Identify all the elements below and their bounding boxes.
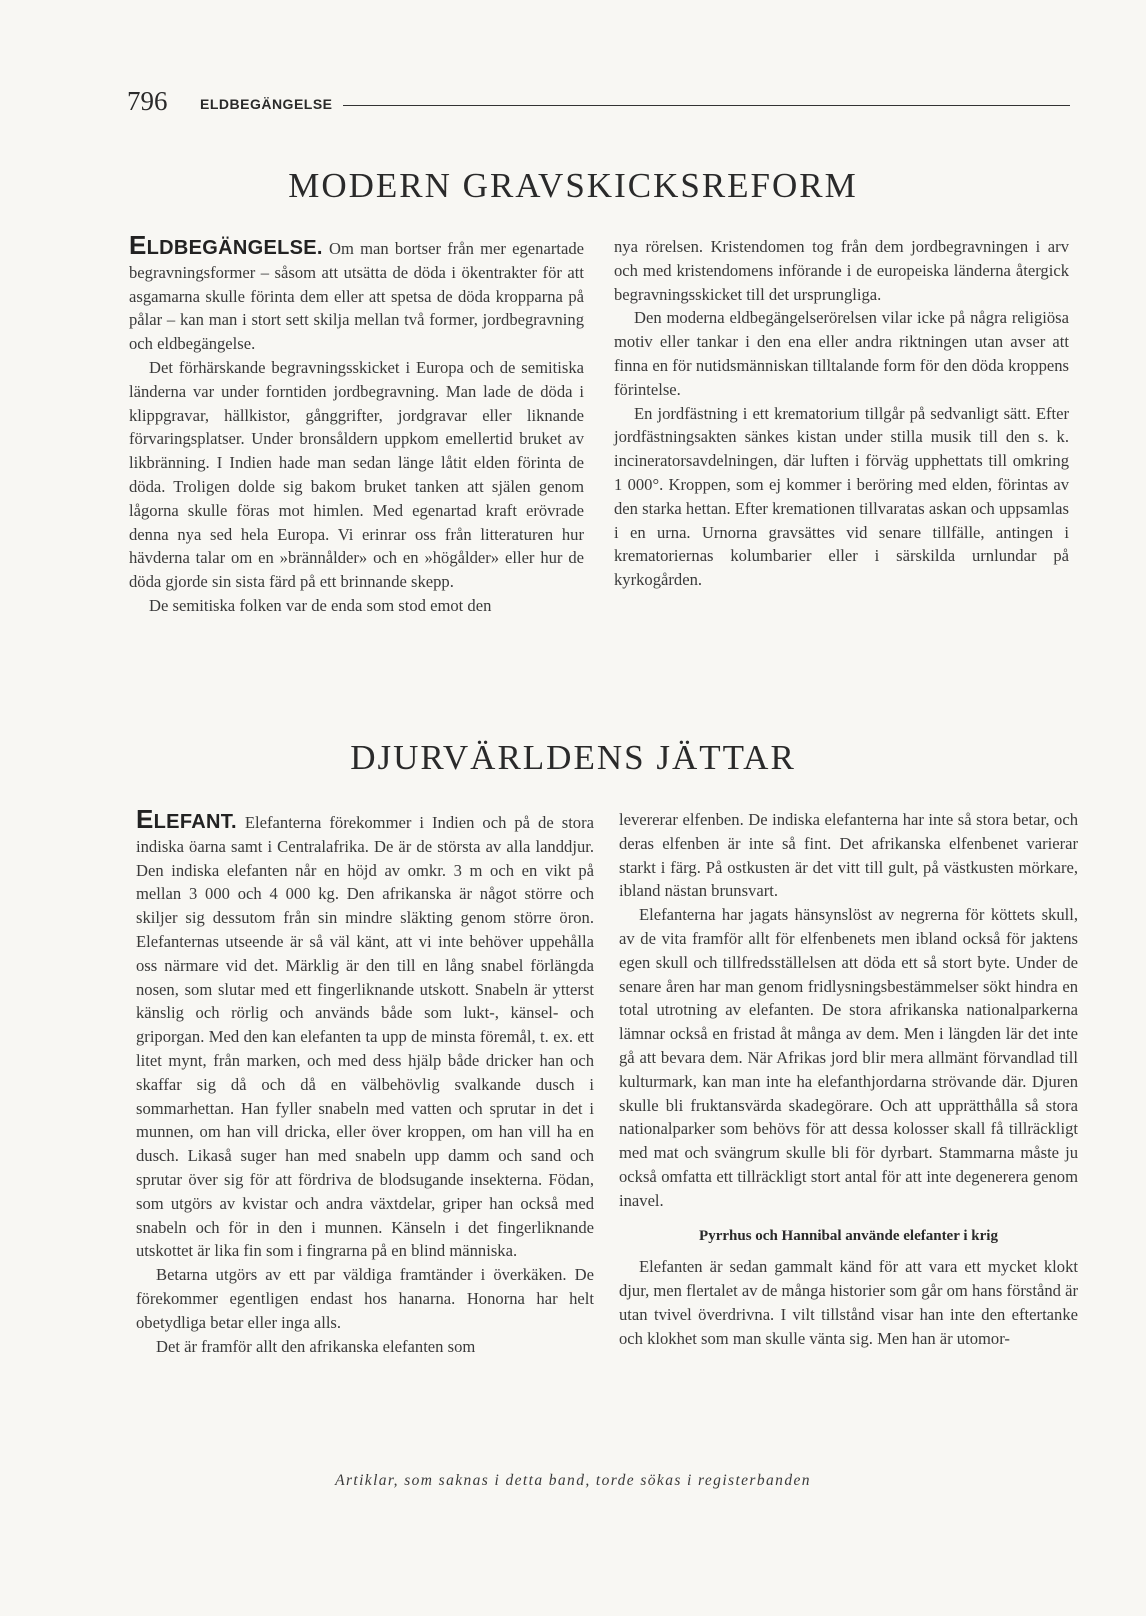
article2-paragraph: Elefanten är sedan gammalt känd för att vara ett mycket klokt djur, men flertalet av de många historier som går om hans förstånd är utan tvivel överdrivna. I vilt tillstånd visar han inte den eftertanke och klokhet som man skulle vänta sig. Men han är utomor- xyxy=(619,1257,1078,1348)
article1-paragraph: En jordfästning i ett krematorium tillgår på sedvanligt sätt. Efter jordfästningsakten sänkes kistan under stilla musik till den s. k. incineratorsavdelningen, där luften i förväg upphettats till omkring 1 000°. Kroppen, som ej kommer i beröring med elden, förintas av den starka hettan. Efter kremationen tillvaratas askan och uppsamlas i en urna. Urnorna gravsättes vid senare tillfälle, antingen i krematoriernas kolumbarier eller i särskilda urnlundar på kyrkogården. xyxy=(614,403,1069,590)
article1-paragraph: ELDBEGÄNGELSE. Om man bortser från mer egenartade begravningsformer – såsom att utsätta de döda i ökentrakter för att asgamarna skulle förinta dem eller att spetsa de döda kropparna på pålar – kan man i stort sett skilja mellan två former, jordbegravning och eldbegängelse. xyxy=(129,230,584,354)
article1-paragraph: nya rörelsen. Kristendomen tog från dem jordbegravningen i arv och med kristendomens införande i de europeiska länderna återgick begravningsskicket till det ursprungliga. xyxy=(614,237,1069,304)
article2-paragraph: Elefanterna har jagats hänsynslöst av negrerna för köttets skull, av de vita framför allt för elfenbenets men ibland också för jaktens egen skull och tillfredsställelsen att döda ett så stort byte. Under de senare åren har man genom fridlysningsbestämmelser sökt hindra en total utrotning av elefanten. De stora afrikanska nationalparkerna lämnar också en fristad åt många av dem. Men i längden lär det inte gå att bevara dem. När Afrikas jord blir mera allmänt förvandlad till kulturmark, kan man inte ha elefanthjordarna strövande där. Djuren skulle bli fruktansvärda skadegörare. Och att upprätthålla så stora nationalparker som behövs för att dessa kolosser skall få tillräckligt med mat och svängrum skulle bli för dyrbart. Stammarna måste ju också omfatta ett tillräckligt stort antal för att inte degenerera genom inavel. xyxy=(619,905,1078,1210)
article2-left-column xyxy=(136,804,594,1358)
page-number: 796 xyxy=(127,86,168,116)
article1-paragraph: Det förhärskande begravningsskicket i Europa och de semitiska länderna var under forntiden jordbegravning. Man lade de döda i klippgravar, hällkistor, gånggrifter, jordgravar eller liknande förvaringsplatser. Under bronsåldern uppkom emellertid bruket av likbränning. I Indien hade man sedan länge låtit elden förinta de döda. Troligen dolde sig bakom bruket tanken att själen genom lågorna skulle föras mot himlen. Med egenartad kraft erövrade denna nya sed hela Europa. Vi erinrar oss från litteraturen hur hävderna talar om en »brännålder» och en »högålder» eller hur de döda gjorde sin sista färd på ett brinnande skepp. xyxy=(129,357,584,592)
article2-paragraph: levererar elfenben. De indiska elefanterna har inte så stora betar, och deras elfenben är inte så fint. Det afrikanska elfenbenet varierar starkt i färg. På ostkusten är det vitt till gult, på västkusten mörkare, ibland nästan brunsvart. xyxy=(619,810,1078,901)
article2-subheading: Pyrrhus och Hannibal använde elefanter i krig xyxy=(699,1227,998,1244)
footer-note: Artiklar, som saknas i detta band, torde sökas i registerbanden xyxy=(335,1472,811,1489)
article2-paragraph: Det är framför allt den afrikanska elefanten som xyxy=(156,1336,476,1356)
article-title-djurvarldens-jattar: DJURVÄRLDENS JÄTTAR xyxy=(350,738,796,777)
header-rule xyxy=(343,105,1070,106)
article2-lead-word: ELEFANT. xyxy=(136,804,237,834)
article-title-gravskicksreform: MODERN GRAVSKICKSREFORM xyxy=(288,166,858,205)
article1-paragraph: De semitiska folken var de enda som stod emot den xyxy=(149,595,492,615)
running-head: ELDBEGÄNGELSE xyxy=(200,96,333,112)
article1-lead-word: ELDBEGÄNGELSE. xyxy=(129,230,323,260)
article1-right-column xyxy=(614,235,1069,592)
article1-left-column xyxy=(129,230,584,618)
article2-paragraph: Betarna utgörs av ett par väldiga framtänder i överkäken. De förekommer egentligen endast hos hanarna. Honorna har helt obetydliga betar eller inga alls. xyxy=(136,1265,594,1332)
article2-right-column xyxy=(619,808,1078,1351)
article2-paragraph: ELEFANT. Elefanterna förekommer i Indien och på de stora indiska öarna samt i Centralafrika. De är de största av alla landdjur. Den indiska elefanten når en höjd av omkr. 3 m och en vikt på mellan 3 000 och 4 000 kg. Den afrikanska är något större och skiljer sig dessutom från sin mindre släkting genom större öron. Elefanternas utseende är så väl känt, att vi inte behöver uppehålla oss närmare vid det. Märklig är den till en lång snabel förlängda nosen, som slutar med ett fingerliknande utskott. Snabeln är ytterst känslig och rörlig och används både som lukt-, känsel- och griporgan. Med den kan elefanten ta upp de minsta föremål, t. ex. ett litet mynt, från marken, och med dess hjälp både dricker han och skaffar sig då och då en välbehövlig svalkande dusch i sommarhettan. Han fyller snabeln med vatten och sprutar in det i munnen, om han vill dricka, eller över kroppen, om han vill ha en dusch. Likaså suger han med snabeln upp damm och sand och sprutar över sig för att fördriva de blodsugande insekterna. Födan, som utgörs av kvistar och andra växtdelar, griper han också med snabeln och för in den i munnen. Känseln i det fingerliknande utskottet är lika fin som i fingrarna på en blind människa. xyxy=(136,804,594,1261)
page-header xyxy=(127,86,1070,126)
article1-paragraph: Den moderna eldbegängelserörelsen vilar icke på några religiösa motiv eller tankar i den ena eller andra riktningen utan avser att finna en för nutidsmänniskan tilltalande form för den döda kroppens förintelse. xyxy=(614,308,1069,399)
